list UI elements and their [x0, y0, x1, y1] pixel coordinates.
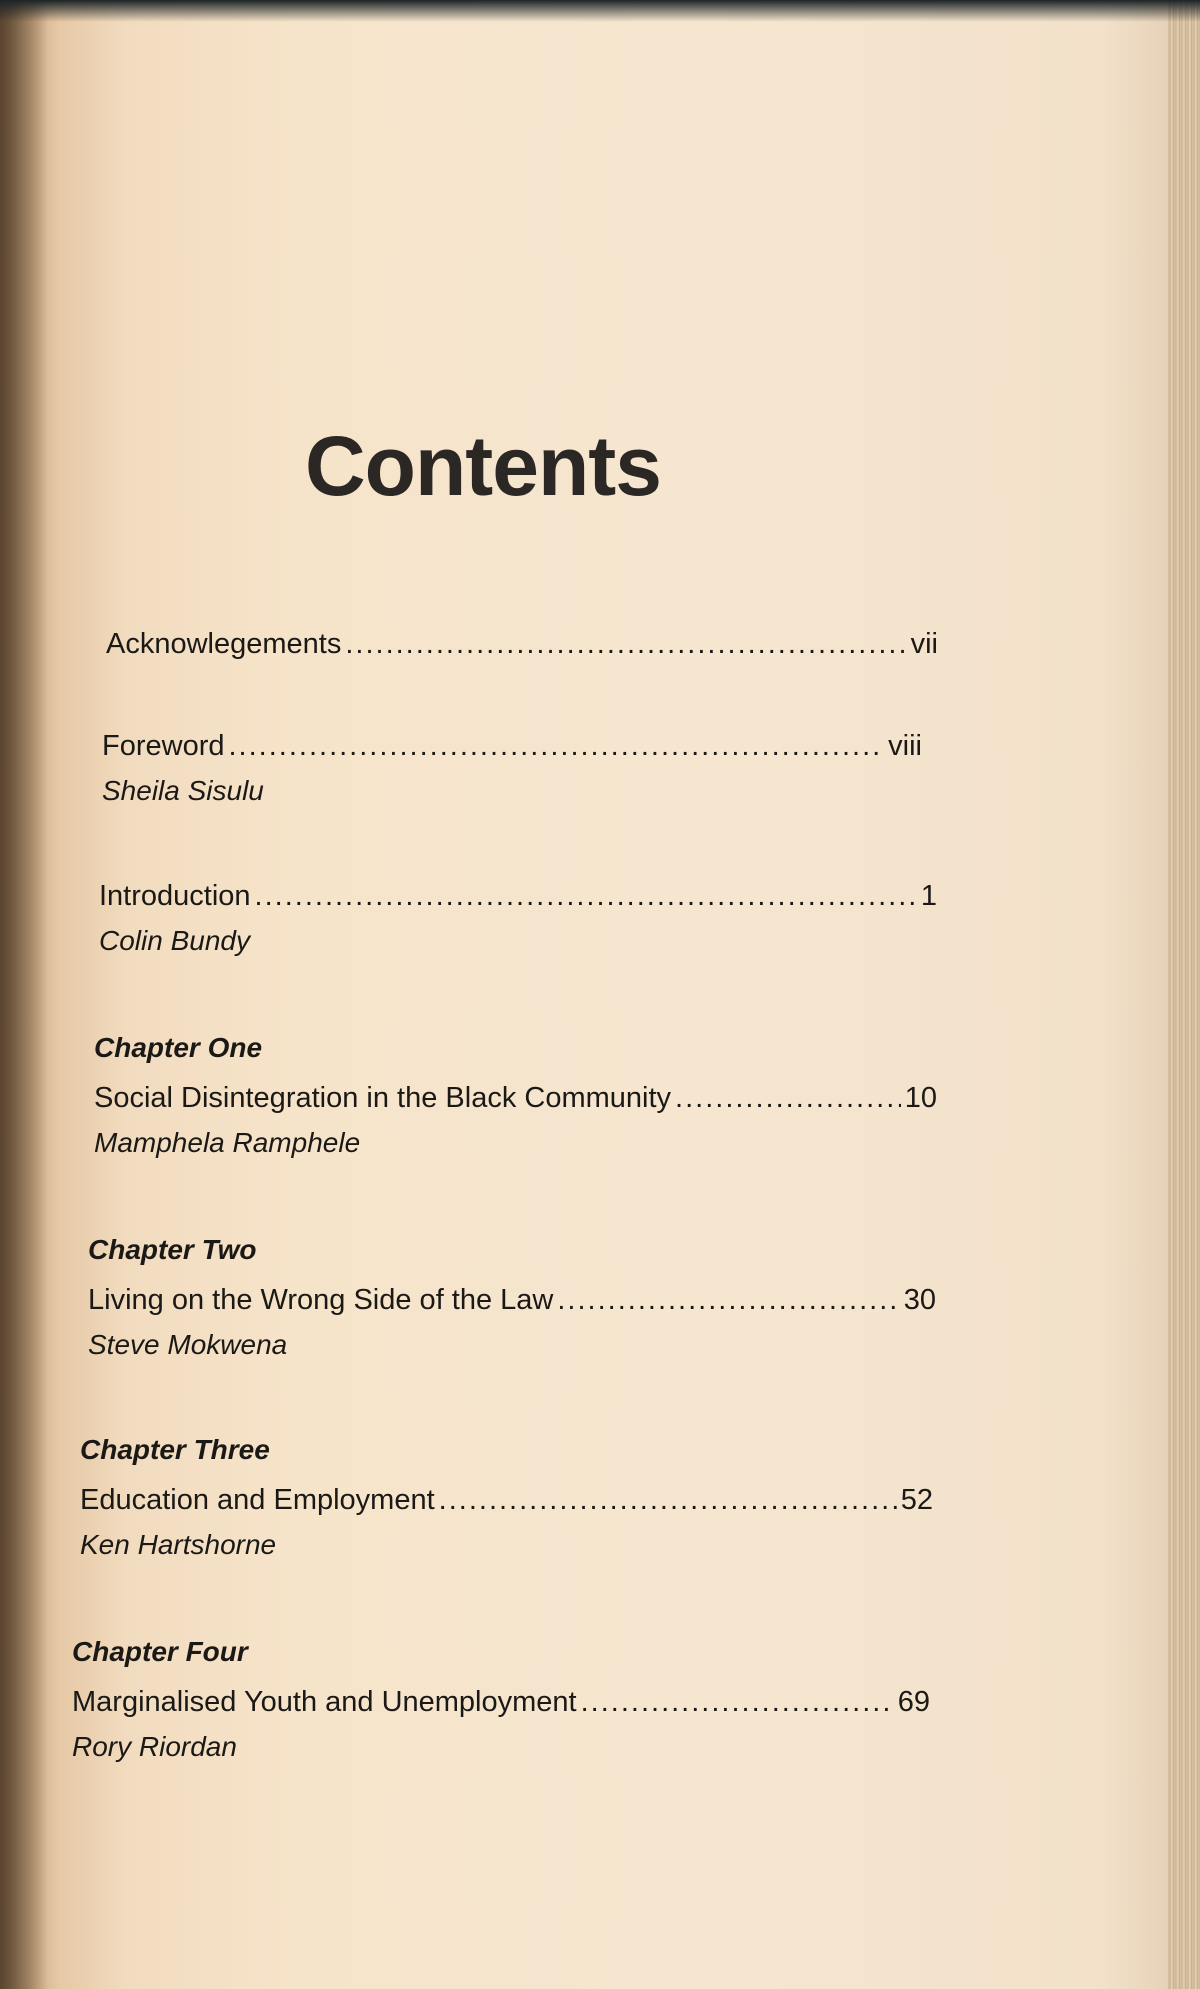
toc-line	[80, 1484, 933, 1517]
toc-chapter-two	[88, 1234, 936, 1361]
toc-line	[99, 880, 937, 913]
chapter-heading: Chapter One	[94, 1032, 263, 1063]
toc-author: Sheila Sisulu	[102, 775, 264, 806]
toc-page-number: vii	[910, 628, 938, 660]
toc-author: Mamphela Ramphele	[94, 1127, 361, 1158]
chapter-heading: Chapter Two	[88, 1234, 257, 1265]
toc-page-number: 1	[920, 880, 937, 912]
toc-entry-label: Marginalised Youth and Unemployment	[72, 1686, 577, 1718]
toc-entry-label: Introduction	[99, 880, 251, 912]
dot-leader	[345, 628, 906, 661]
toc-line	[102, 730, 922, 763]
toc-chapter-three	[80, 1434, 933, 1561]
toc-chapter-one	[94, 1032, 937, 1159]
toc-entry-introduction	[99, 880, 937, 957]
dot-leader	[255, 880, 917, 913]
toc-page-number: viii	[888, 730, 922, 762]
dot-leader	[229, 730, 885, 763]
toc-page-number: 30	[903, 1284, 936, 1316]
toc-entry-acknowledgements	[106, 628, 938, 661]
page-title: Contents	[305, 419, 661, 513]
toc-page-number: 10	[904, 1082, 937, 1114]
toc-entry-label: Acknowlegements	[106, 628, 342, 660]
toc-line	[88, 1284, 936, 1317]
toc-entry-label: Social Disintegration in the Black Community	[94, 1082, 672, 1114]
dot-leader	[557, 1284, 899, 1317]
toc-chapter-four	[72, 1636, 930, 1763]
toc-page-number: 69	[897, 1686, 930, 1718]
toc-page-number: 52	[900, 1484, 933, 1516]
toc-line	[94, 1082, 937, 1115]
chapter-heading: Chapter Four	[72, 1636, 248, 1667]
dot-leader	[581, 1686, 894, 1719]
toc-entry-label: Foreword	[102, 730, 225, 762]
toc-author: Steve Mokwena	[88, 1329, 288, 1360]
toc-author: Colin Bundy	[99, 925, 250, 956]
dot-leader	[675, 1082, 901, 1115]
toc-entry-label: Living on the Wrong Side of the Law	[88, 1284, 554, 1316]
toc-line	[106, 628, 938, 661]
dot-leader	[439, 1484, 897, 1517]
toc-author: Rory Riordan	[72, 1731, 237, 1762]
chapter-heading: Chapter Three	[80, 1434, 270, 1465]
toc-line	[72, 1686, 930, 1719]
toc-entry-label: Education and Employment	[80, 1484, 435, 1516]
toc-entry-foreword	[102, 730, 922, 807]
toc-author: Ken Hartshorne	[80, 1529, 277, 1560]
